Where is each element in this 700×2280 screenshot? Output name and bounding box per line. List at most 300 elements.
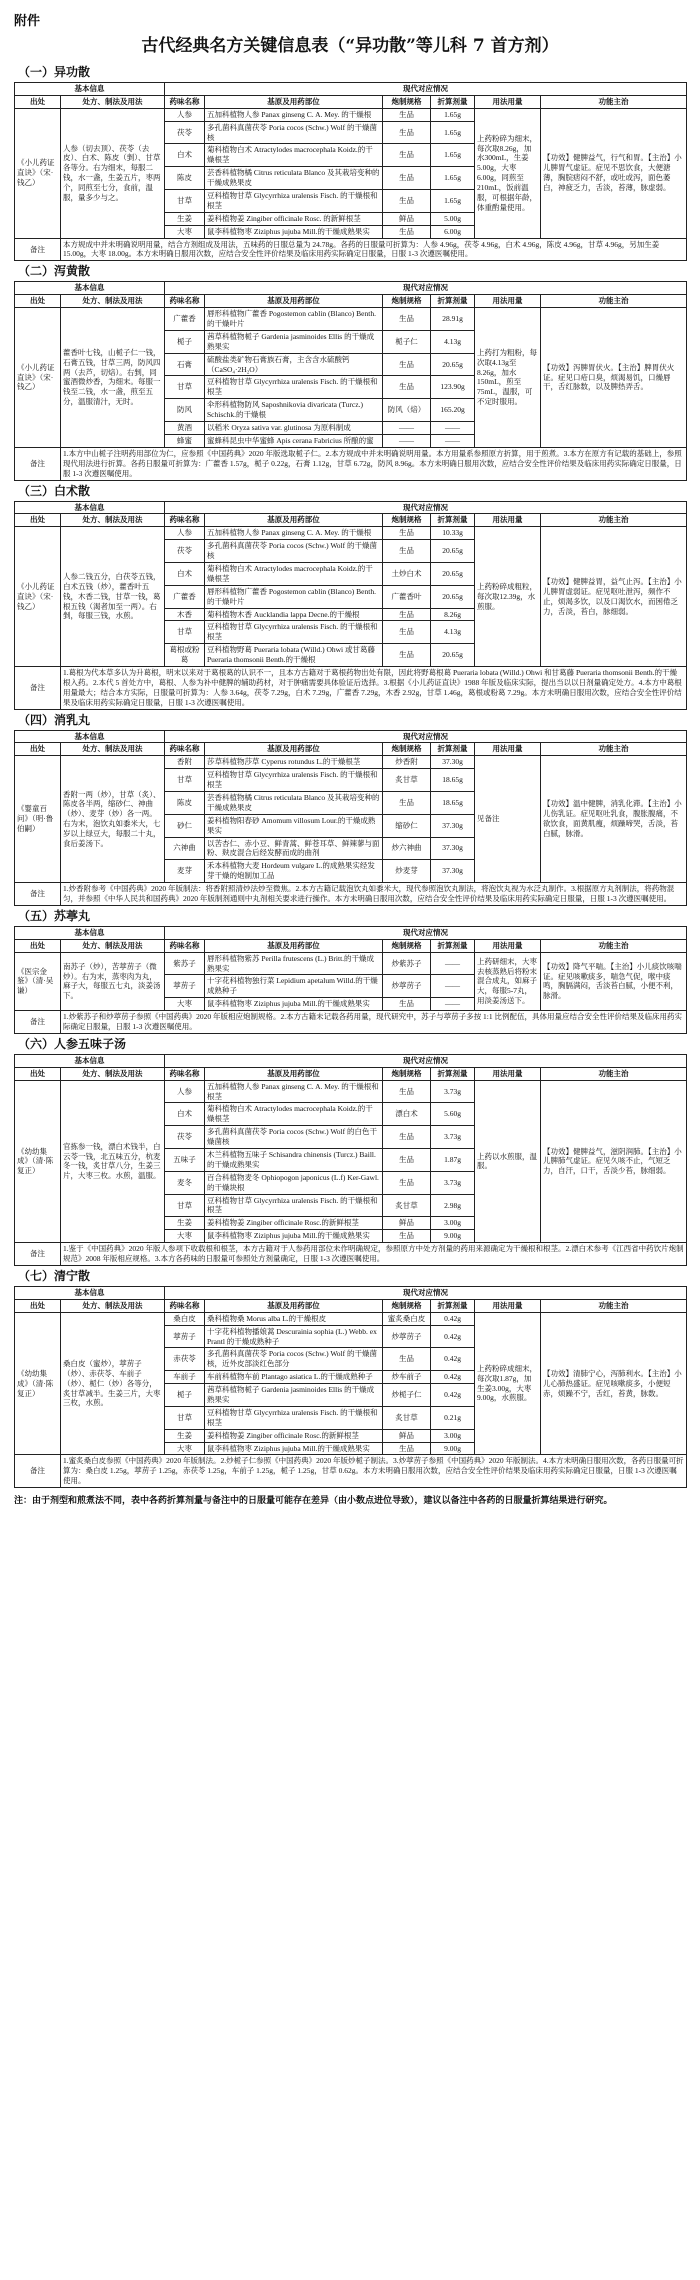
attachment-label: 附件 <box>14 13 41 28</box>
sections-container <box>14 64 686 1488</box>
header-usage: 用法用量 <box>475 514 541 527</box>
remark-row <box>15 883 687 906</box>
header-func: 功能主治 <box>541 95 687 108</box>
herb-origin-cell: 车前科植物车前 Plantago asiatica L.的干燥成熟种子 <box>205 1371 383 1384</box>
header-process: 炮制规格 <box>383 939 431 952</box>
herb-dose-cell: 2.98g <box>431 1194 475 1217</box>
header-func: 功能主治 <box>541 514 687 527</box>
herb-name-cell: 甘草 <box>165 1406 205 1429</box>
usage-cell: 上药以水煎服，温服。 <box>475 1080 541 1242</box>
remark-text: 本方规成中并未明确说明用量，结合方剂组成及用法，五味药的日服总量为 24.78g。各药的日服量可折算为：人参 4.96g，茯苓 4.96g，白术 4.96g，陈皮 4.96g，甘草 4.96g，另加生姜 15.00g，大枣 18.00g。本方未明确日服用次数，应结合安全性评价结果及临床用药实际确定日服量，日服 1-3 次遵医嘱使用。 <box>61 238 687 261</box>
function-cell: 【功效】降气平喘。【主治】小儿痰饮咳喘证。症见咳嗽痰多，喘急气促，喉中痰鸣，胸膈满闷，舌淡苔白腻，小便不利，脉滑。 <box>541 952 687 1010</box>
header-func: 功能主治 <box>541 1067 687 1080</box>
table-header-row <box>15 926 687 939</box>
table-row <box>15 108 687 121</box>
formula-table <box>14 1054 687 1266</box>
herb-name-cell: 葛根或粉葛 <box>165 644 205 667</box>
herb-dose-cell: 37.30g <box>431 837 475 860</box>
herb-name-cell: 防风 <box>165 399 205 422</box>
herb-origin-cell: 芸香科植物橘 Citrus reticulata Blanco 及其栽培变种的干燥成熟果皮 <box>205 167 383 190</box>
section-title: （四）消乳丸 <box>18 712 91 727</box>
herb-origin-cell: 豆科植物甘草 Glycyrrhiza uralensis Fisch. 的干燥根和根茎 <box>205 621 383 644</box>
herb-name-cell: 茯苓 <box>165 121 205 144</box>
herb-dose-cell: 9.00g <box>431 1230 475 1243</box>
header-source: 出处 <box>15 743 61 756</box>
herb-dose-cell: 1.87g <box>431 1149 475 1172</box>
header-herb: 药味名称 <box>165 1067 205 1080</box>
herb-origin-cell: 鼠李科植物枣 Ziziphus jujuba Mill.的干燥成熟果实 <box>205 1442 383 1455</box>
herb-name-cell: 大枣 <box>165 1442 205 1455</box>
section-title: （一）异功散 <box>18 65 91 79</box>
header-origin: 基原及用药部位 <box>205 95 383 108</box>
formula-table <box>14 730 687 906</box>
herb-name-cell: 紫苏子 <box>165 952 205 975</box>
header-dose: 折算剂量 <box>431 95 475 108</box>
table-header-row <box>15 83 687 96</box>
document-page <box>14 0 686 1507</box>
header-dose: 折算剂量 <box>431 1067 475 1080</box>
remark-row <box>15 238 687 261</box>
herb-dose-cell: 0.42g <box>431 1325 475 1348</box>
formula-table <box>14 82 687 261</box>
herb-origin-cell: 五加科植物人参 Panax ginseng C. A. Mey. 的干燥根和根茎 <box>205 1080 383 1103</box>
header-origin: 基原及用药部位 <box>205 514 383 527</box>
herb-process-cell: 生品 <box>383 225 431 238</box>
section-title: （二）泻黄散 <box>18 264 91 279</box>
herb-name-cell: 砂仁 <box>165 814 205 837</box>
herb-process-cell: 生品 <box>383 1442 431 1455</box>
header-proc: 处方、制法及用法 <box>61 95 165 108</box>
herb-origin-cell: 以稻米 Oryza sativa var. glutinosa 为原料制成 <box>205 422 383 435</box>
herb-dose-cell: 18.65g <box>431 769 475 792</box>
header-usage: 用法用量 <box>475 1067 541 1080</box>
remark-row <box>15 666 687 709</box>
header-dose: 折算剂量 <box>431 743 475 756</box>
herb-origin-cell: 莎草科植物莎草 Cyperus rotundus L.的干燥根茎 <box>205 756 383 769</box>
herb-dose-cell: 3.00g <box>431 1217 475 1230</box>
herb-dose-cell: 4.13g <box>431 330 475 353</box>
remark-text: 1.炒香附参考《中国药典》2020 年版制法：将香附照清炒法炒至微焦。2.本方古籍记载泡饮丸如黍米大，现代参照泡饮丸制法，将泡饮丸视为水泛丸制作。3.根据原方丸剂制法，将药物混匀，并参照《中华人民共和国药典》2020 年版制剂通则中丸剂相关要求进行操作。本方未明确日服用次数，应结合安全性评价结果及临床用药实际确定日服量，日服 1-3 次遵医嘱使用。 <box>61 883 687 906</box>
herb-dose-cell: 165.20g <box>431 399 475 422</box>
herb-dose-cell: —— <box>431 998 475 1011</box>
herb-process-cell: 广藿香叶 <box>383 585 431 608</box>
herb-origin-cell: 十字花科植物播娘蒿 Descurainia sophia (L.) Webb. ex Prantl 的干燥成熟种子 <box>205 1325 383 1348</box>
usage-cell: 上药粉碎为细末，每次取8.26g，加水300mL，生姜5.00g，大枣6.00g，同煎至210mL，饭前温服，可根据年龄，体重酌量使用。 <box>475 108 541 238</box>
herb-name-cell: 生姜 <box>165 1217 205 1230</box>
header-process: 炮制规格 <box>383 1067 431 1080</box>
herb-name-cell: 葶苈子 <box>165 975 205 998</box>
herb-origin-cell: 五加科植物人参 Panax ginseng C. A. Mey. 的干燥根 <box>205 108 383 121</box>
remark-row <box>15 447 687 480</box>
section-title: （三）白术散 <box>18 483 91 498</box>
herb-dose-cell: 1.65g <box>431 190 475 213</box>
herb-process-cell: 生品 <box>383 1080 431 1103</box>
header-source: 出处 <box>15 295 61 308</box>
function-cell: 【功效】泻脾胃伏火。【主治】脾胃伏火证。症见口疮口臭，烦渴易饥，口燥唇干，舌红脉数，以及脾热弄舌。 <box>541 308 687 448</box>
table-header-row <box>15 1054 687 1067</box>
herb-origin-cell: 豆科植物甘草 Glycyrrhiza uralensis Fisch. 的干燥根和根茎 <box>205 1194 383 1217</box>
herb-origin-cell: 豆科植物甘草 Glycyrrhiza uralensis Fisch. 的干燥根和根茎 <box>205 1406 383 1429</box>
herb-origin-cell: 茜草科植物栀子 Gardenia jasminoides Ellis 的干燥成熟果实 <box>205 1384 383 1407</box>
header-process: 炮制规格 <box>383 743 431 756</box>
source-cell: 《医宗金鉴》（清·吴谦） <box>15 952 61 1010</box>
herb-process-cell: 生品 <box>383 308 431 331</box>
herb-dose-cell: 0.42g <box>431 1312 475 1325</box>
herb-origin-cell: 木兰科植物五味子 Schisandra chinensis (Turcz.) Baill.的干燥成熟果实 <box>205 1149 383 1172</box>
header-func: 功能主治 <box>541 939 687 952</box>
herb-process-cell: —— <box>383 422 431 435</box>
header-modern: 现代对应情况 <box>165 282 687 295</box>
header-source: 出处 <box>15 95 61 108</box>
header-basic-info: 基本信息 <box>15 1286 165 1299</box>
herb-process-cell: 炒紫苏子 <box>383 952 431 975</box>
prescription-cell: 香附一两（炒），甘草（炙）、陈皮各半两，缩砂仁、神曲（炒）、麦芽（炒）各一两。右为末，泡饮丸如黍米大，七岁以上绿豆大，每服二十丸，食后姜汤下。 <box>61 756 165 883</box>
herb-origin-cell: 茜草科植物栀子 Gardenia jasminoides Ellis 的干燥成熟果实 <box>205 330 383 353</box>
herb-origin-cell: 以苦杏仁、赤小豆、鲜青蒿、鲜苍耳草、鲜辣蓼与面粉、麸皮混合后经发酵而成的曲剂 <box>205 837 383 860</box>
herb-process-cell: 炒车前子 <box>383 1371 431 1384</box>
header-basic-info: 基本信息 <box>15 1054 165 1067</box>
table-header-row <box>15 1286 687 1299</box>
header-basic-info: 基本信息 <box>15 83 165 96</box>
herb-process-cell: 生品 <box>383 1348 431 1371</box>
header-origin: 基原及用药部位 <box>205 743 383 756</box>
herb-process-cell: 生品 <box>383 353 431 376</box>
herb-name-cell: 白术 <box>165 144 205 167</box>
herb-dose-cell: 0.42g <box>431 1371 475 1384</box>
herb-process-cell: 土炒白术 <box>383 562 431 585</box>
header-source: 出处 <box>15 939 61 952</box>
herb-name-cell: 白术 <box>165 562 205 585</box>
source-cell: 《小儿药证直诀》（宋·钱乙） <box>15 308 61 448</box>
herb-origin-cell: 十字花科植物独行菜 Lepidium apetalum Willd.的干燥成熟种子 <box>205 975 383 998</box>
table-header-row <box>15 95 687 108</box>
herb-process-cell: 炙甘草 <box>383 1194 431 1217</box>
herb-name-cell: 生姜 <box>165 212 205 225</box>
remark-row <box>15 1011 687 1034</box>
herb-origin-cell: 百合科植物麦冬 Ophiopogon japonicus (L.f) Ker-Gawl.的干燥块根 <box>205 1171 383 1194</box>
herb-origin-cell: 姜科植物阳春砂 Amomum villosum Lour.的干燥成熟果实 <box>205 814 383 837</box>
herb-dose-cell: 37.30g <box>431 814 475 837</box>
table-header-row <box>15 743 687 756</box>
herb-origin-cell: 豆科植物甘草 Glycyrrhiza uralensis Fisch. 的干燥根和根茎 <box>205 190 383 213</box>
footnote: 注：由于剂型和煎煮法不同，表中各药折算剂量与备注中的日服量可能存在差异（由小数点进位导致），建议以备注中各药的日服量折算结果进行研究。 <box>14 1495 613 1506</box>
header-usage: 用法用量 <box>475 1299 541 1312</box>
herb-process-cell: 炒香附 <box>383 756 431 769</box>
herb-dose-cell: 3.73g <box>431 1126 475 1149</box>
herb-dose-cell: 4.13g <box>431 621 475 644</box>
remark-row <box>15 1455 687 1488</box>
section-title: （七）清宁散 <box>18 1268 91 1283</box>
usage-cell: 上药研细末，大枣去核蒸熟后将粉末混合成丸，如麻子大，每服5-7丸，用淡姜汤送下。 <box>475 952 541 1010</box>
header-herb: 药味名称 <box>165 939 205 952</box>
herb-name-cell: 生姜 <box>165 1429 205 1442</box>
herb-name-cell: 人参 <box>165 527 205 540</box>
herb-origin-cell: 鼠李科植物枣 Ziziphus jujuba Mill.的干燥成熟果实 <box>205 1230 383 1243</box>
table-header-row <box>15 282 687 295</box>
formula-table <box>14 926 687 1034</box>
herb-origin-cell: 桑科植物桑 Morus alba L.的干燥根皮 <box>205 1312 383 1325</box>
remark-text: 1.鉴于《中国药典》2020 年版人参项下收载根和根茎，本方古籍对于人参药用部位未作明确规定，参照原方中处方剂量的药用来源确定为干燥根和根茎。2.漂白术参考《江西省中药饮片炮制规范》2008 年版相应规格。3.本方各药味的日服量可参照处方剂量确定，日服 1-3 次遵医嘱使用。 <box>61 1243 687 1266</box>
herb-name-cell: 甘草 <box>165 621 205 644</box>
header-origin: 基原及用药部位 <box>205 295 383 308</box>
header-func: 功能主治 <box>541 743 687 756</box>
herb-origin-cell: 多孔菌科真菌茯苓 Poria cocos (Schw.) Wolf 的白色干燥菌核 <box>205 1126 383 1149</box>
herb-origin-cell: 姜科植物姜 Zingiber officinale Rosc.的新鲜根茎 <box>205 1429 383 1442</box>
section-title: （五）苏葶丸 <box>18 908 91 923</box>
table-header-row <box>15 501 687 514</box>
herb-dose-cell: —— <box>431 975 475 998</box>
herb-origin-cell: 菊科植物白术 Atractylodes macrocephala Koidz.的干燥根茎 <box>205 1103 383 1126</box>
herb-name-cell: 广藿香 <box>165 308 205 331</box>
header-usage: 用法用量 <box>475 295 541 308</box>
header-usage: 用法用量 <box>475 743 541 756</box>
herb-dose-cell: 5.00g <box>431 212 475 225</box>
herb-origin-cell: 鼠李科植物枣 Ziziphus jujuba Mill.的干燥成熟果实 <box>205 998 383 1011</box>
header-func: 功能主治 <box>541 1299 687 1312</box>
herb-origin-cell: 禾本科植物大麦 Hordeum vulgare L.的成熟果实经发芽干燥的炮制加工品 <box>205 860 383 883</box>
herb-name-cell: 人参 <box>165 1080 205 1103</box>
herb-process-cell: 炙甘草 <box>383 1406 431 1429</box>
prescription-cell: 南苏子（炒），苦葶苈子（微炒）。右为末，蒸枣肉为丸，麻子大，每服五七丸，淡姜汤下。 <box>61 952 165 1010</box>
remark-label: 备注 <box>15 1455 61 1488</box>
table-header-row <box>15 295 687 308</box>
herb-name-cell: 木香 <box>165 608 205 621</box>
herb-origin-cell: 唇形科植物广藿香 Pogostemon cablin (Blanco) Benth. 的干燥叶片 <box>205 308 383 331</box>
herb-process-cell: 生品 <box>383 376 431 399</box>
herb-origin-cell: 菊科植物白术 Atractylodes macrocephala Koidz.的干燥根茎 <box>205 562 383 585</box>
herb-process-cell: 生品 <box>383 1171 431 1194</box>
herb-process-cell: 鲜品 <box>383 1217 431 1230</box>
herb-origin-cell: 蜜蜂科昆虫中华蜜蜂 Apis cerana Fabricius 所酿的蜜 <box>205 434 383 447</box>
header-dose: 折算剂量 <box>431 939 475 952</box>
header-basic-info: 基本信息 <box>15 926 165 939</box>
header-basic-info: 基本信息 <box>15 282 165 295</box>
prescription-cell: 官拣参一钱，漂白术钱半，白云苓一钱，北五味五分，杭麦冬一钱，炙甘草八分，生姜三片，大枣三枚。水煎，温服。 <box>61 1080 165 1242</box>
function-cell: 【功效】健脾益胃，益气止泻。【主治】小儿脾胃虚弱证。症见呕吐泄泻，频作不止，烦渴多饮，以及口渴饮水，而困倦乏力，舌淡，苔白，脉细弱。 <box>541 527 687 667</box>
herb-dose-cell: 0.21g <box>431 1406 475 1429</box>
herb-origin-cell: 菊科植物白术 Atractylodes macrocephala Koidz.的干燥根茎 <box>205 144 383 167</box>
prescription-cell: 人参二钱五分，白茯苓五钱，白术五钱（炒），藿香叶五钱，木香二钱，甘草一钱，葛根五钱（渴者加至一两）。右剉，每服三钱，水煎。 <box>61 527 165 667</box>
herb-name-cell: 茯苓 <box>165 540 205 563</box>
remark-text: 1.炒紫苏子和炒葶苈子参照《中国药典》2020 年版相应炮制规格。2.本方古籍未记载各药用量，现代研究中，苏子与葶苈子多按 1:1 比例配伍，具体用量应结合安全性评价结果及临床用药实际确定日服量，日服 1-3 次遵医嘱使用。 <box>61 1011 687 1034</box>
herb-dose-cell: 37.30g <box>431 860 475 883</box>
herb-process-cell: 鲜品 <box>383 212 431 225</box>
header-herb: 药味名称 <box>165 514 205 527</box>
herb-name-cell: 车前子 <box>165 1371 205 1384</box>
herb-name-cell: 陈皮 <box>165 167 205 190</box>
remark-label: 备注 <box>15 1243 61 1266</box>
herb-process-cell: 生品 <box>383 190 431 213</box>
document-title: 古代经典名方关键信息表（“异功散”等儿科 7 首方剂） <box>141 36 559 56</box>
herb-process-cell: 生品 <box>383 108 431 121</box>
herb-dose-cell: 0.42g <box>431 1384 475 1407</box>
header-modern: 现代对应情况 <box>165 926 687 939</box>
herb-dose-cell: 3.73g <box>431 1171 475 1194</box>
herb-dose-cell: 37.30g <box>431 756 475 769</box>
header-process: 炮制规格 <box>383 95 431 108</box>
herb-dose-cell: 1.65g <box>431 108 475 121</box>
herb-process-cell: 炒葶苈子 <box>383 975 431 998</box>
herb-process-cell: 栀子仁 <box>383 330 431 353</box>
header-herb: 药味名称 <box>165 743 205 756</box>
table-row <box>15 756 687 769</box>
herb-process-cell: 生品 <box>383 791 431 814</box>
header-proc: 处方、制法及用法 <box>61 1299 165 1312</box>
header-modern: 现代对应情况 <box>165 1286 687 1299</box>
herb-origin-cell: 多孔菌科真菌茯苓 Poria cocos (Schw.) Wolf 的干燥菌核，近外皮部淡红色部分 <box>205 1348 383 1371</box>
herb-origin-cell: 姜科植物姜 Zingiber officinale Rosc. 的新鲜根茎 <box>205 212 383 225</box>
header-process: 炮制规格 <box>383 1299 431 1312</box>
herb-name-cell: 人参 <box>165 108 205 121</box>
herb-origin-cell: 唇形科植物广藿香 Pogostemon cablin (Blanco) Benth.的干燥叶片 <box>205 585 383 608</box>
header-source: 出处 <box>15 514 61 527</box>
herb-process-cell: 炒六神曲 <box>383 837 431 860</box>
herb-origin-cell: 豆科植物甘草 Glycyrrhiza uralensis Fisch. 的干燥根和根茎 <box>205 769 383 792</box>
herb-dose-cell: —— <box>431 952 475 975</box>
herb-dose-cell: 20.65g <box>431 644 475 667</box>
table-header-row <box>15 939 687 952</box>
source-cell: 《婴童百问》（明·鲁伯嗣） <box>15 756 61 883</box>
herb-origin-cell: 豆科植物甘草 Glycyrrhiza uralensis Fisch. 的干燥根和根茎 <box>205 376 383 399</box>
herb-name-cell: 甘草 <box>165 376 205 399</box>
herb-dose-cell: 3.00g <box>431 1429 475 1442</box>
herb-dose-cell: 20.65g <box>431 540 475 563</box>
remark-label: 备注 <box>15 447 61 480</box>
header-origin: 基原及用药部位 <box>205 1299 383 1312</box>
herb-name-cell: 麦芽 <box>165 860 205 883</box>
herb-origin-cell: 五加科植物人参 Panax ginseng C. A. Mey. 的干燥根 <box>205 527 383 540</box>
header-process: 炮制规格 <box>383 295 431 308</box>
herb-dose-cell: 5.60g <box>431 1103 475 1126</box>
header-proc: 处方、制法及用法 <box>61 295 165 308</box>
herb-dose-cell: —— <box>431 422 475 435</box>
herb-process-cell: 漂白术 <box>383 1103 431 1126</box>
source-cell: 《幼幼集成》（清·陈复正） <box>15 1312 61 1455</box>
remark-text: 1.葛根为代本草多认为升葛根，明末以来对于葛根葛的认识不一，且本方古籍对于葛根药物出处有限，因此将野葛根葛 Pueraria lobata (Willd.) Ohwi 和甘葛藤 Pueraria thomsonii Benth.的干燥根入药。2.本代 5 首处方中，葛根、人参为补中健脾的辅助药材，对于肿痛需要具体验证后选择。3.根据《小儿药证直诀》1988 年版及临床实际，提出当以以日剂量确定处方。4.本方中葛根用量最大；结合本方实际，日服量可折算为：人参 3.64g，茯苓 7.29g，白术 7.29g，广藿香 7.29g，木香 2.92g，甘草 1.46g，葛根或粉葛 7.29g。本方未明确日服用次数，应结合安全性评价结果及临床用药实际确定日服量，日服 1-3 次遵医嘱使用。 <box>61 666 687 709</box>
function-cell: 【功效】健脾益气，行气和胃。【主治】小儿脾胃气虚证。症见不思饮食，大便溏薄，胸脘痞闷不舒，或吐或泻，面色萎白，神疲乏力，舌淡，苔薄，脉虚弱。 <box>541 108 687 238</box>
header-proc: 处方、制法及用法 <box>61 514 165 527</box>
herb-dose-cell: 18.65g <box>431 791 475 814</box>
source-cell: 《幼幼集成》（清·陈复正） <box>15 1080 61 1242</box>
header-herb: 药味名称 <box>165 295 205 308</box>
herb-name-cell: 六神曲 <box>165 837 205 860</box>
herb-process-cell: 蜜炙桑白皮 <box>383 1312 431 1325</box>
herb-origin-cell: 鼠李科植物枣 Ziziphus jujuba Mill.的干燥成熟果实 <box>205 225 383 238</box>
function-cell: 【功效】清肺宁心，泻肺利水。【主治】小儿心肺热盛证。症见咳嗽痰多，小便短赤，烦躁不宁，舌红，苔黄，脉数。 <box>541 1312 687 1455</box>
remark-label: 备注 <box>15 238 61 261</box>
herb-origin-cell: 姜科植物姜 Zingiber officinale Rosc.的新鲜根茎 <box>205 1217 383 1230</box>
table-header-row <box>15 1067 687 1080</box>
herb-name-cell: 蜂蜜 <box>165 434 205 447</box>
herb-name-cell: 大枣 <box>165 998 205 1011</box>
herb-name-cell: 葶苈子 <box>165 1325 205 1348</box>
herb-name-cell: 茯苓 <box>165 1126 205 1149</box>
herb-origin-cell: 豆科植物野葛 Pueraria lobata (Willd.) Ohwi 或甘葛藤 Pueraria thomsonii Benth.的干燥根 <box>205 644 383 667</box>
herb-process-cell: —— <box>383 434 431 447</box>
usage-cell: 上药粉碎成粗粒，每次取12.39g，水煎服。 <box>475 527 541 667</box>
herb-origin-cell: 唇形科植物紫苏 Perilla frutescens (L.) Britt.的干燥成熟果实 <box>205 952 383 975</box>
remark-label: 备注 <box>15 666 61 709</box>
usage-cell: 见备注 <box>475 756 541 883</box>
herb-process-cell: 炙甘草 <box>383 769 431 792</box>
herb-process-cell: 生品 <box>383 540 431 563</box>
herb-dose-cell: 3.73g <box>431 1080 475 1103</box>
herb-name-cell: 大枣 <box>165 225 205 238</box>
herb-process-cell: 防风（焙） <box>383 399 431 422</box>
header-origin: 基原及用药部位 <box>205 1067 383 1080</box>
table-row <box>15 527 687 540</box>
remark-row <box>15 1243 687 1266</box>
remark-label: 备注 <box>15 1011 61 1034</box>
usage-cell: 上药粉碎成细末，每次取1.87g，加生姜3.00g，大枣9.00g，水煎服。 <box>475 1312 541 1455</box>
header-modern: 现代对应情况 <box>165 1054 687 1067</box>
header-dose: 折算剂量 <box>431 295 475 308</box>
herb-process-cell: 生品 <box>383 1149 431 1172</box>
table-row <box>15 1312 687 1325</box>
header-basic-info: 基本信息 <box>15 501 165 514</box>
herb-dose-cell: 28.91g <box>431 308 475 331</box>
herb-process-cell: 生品 <box>383 121 431 144</box>
remark-label: 备注 <box>15 883 61 906</box>
table-row <box>15 952 687 975</box>
herb-name-cell: 甘草 <box>165 769 205 792</box>
herb-process-cell: 鲜品 <box>383 1429 431 1442</box>
herb-dose-cell: 10.33g <box>431 527 475 540</box>
herb-dose-cell: 6.00g <box>431 225 475 238</box>
header-origin: 基原及用药部位 <box>205 939 383 952</box>
herb-process-cell: 炒麦芽 <box>383 860 431 883</box>
function-cell: 【功效】健脾益气，滋阴润肺。【主治】小儿脾肺气虚证。症见久咳不止，气短乏力，自汗，口干，舌淡少苔，脉细弱。 <box>541 1080 687 1242</box>
herb-dose-cell: 1.65g <box>431 144 475 167</box>
header-modern: 现代对应情况 <box>165 730 687 743</box>
herb-name-cell: 广藿香 <box>165 585 205 608</box>
herb-origin-cell: 硫酸盐类矿物石膏族石膏，主含含水硫酸钙（CaSO₄·2H₂O） <box>205 353 383 376</box>
herb-process-cell: 生品 <box>383 144 431 167</box>
herb-process-cell: 生品 <box>383 644 431 667</box>
herb-dose-cell: —— <box>431 434 475 447</box>
herb-name-cell: 甘草 <box>165 1194 205 1217</box>
herb-process-cell: 生品 <box>383 621 431 644</box>
source-cell: 《小儿药证直诀》（宋·钱乙） <box>15 108 61 238</box>
herb-dose-cell: 9.00g <box>431 1442 475 1455</box>
header-source: 出处 <box>15 1067 61 1080</box>
herb-name-cell: 栀子 <box>165 1384 205 1407</box>
formula-table <box>14 1286 687 1488</box>
herb-process-cell: 生品 <box>383 527 431 540</box>
herb-dose-cell: 20.65g <box>431 562 475 585</box>
header-proc: 处方、制法及用法 <box>61 1067 165 1080</box>
header-herb: 药味名称 <box>165 1299 205 1312</box>
herb-process-cell: 生品 <box>383 167 431 190</box>
header-process: 炮制规格 <box>383 514 431 527</box>
header-source: 出处 <box>15 1299 61 1312</box>
herb-name-cell: 赤茯苓 <box>165 1348 205 1371</box>
herb-name-cell: 五味子 <box>165 1149 205 1172</box>
formula-table <box>14 281 687 480</box>
prescription-cell: 藿香叶七钱，山栀子仁一钱，石膏五钱，甘草三两，防风四两（去芦，切焙）。右剉，同蜜酒微炒香，为细末。每服一钱至二钱，水一盏，煎至五分，温服清汁，无时。 <box>61 308 165 448</box>
herb-process-cell: 生品 <box>383 608 431 621</box>
herb-dose-cell: 1.65g <box>431 167 475 190</box>
prescription-cell: 桑白皮（蜜炒），葶苈子（炒）、赤茯苓、车前子（炒）、栀仁（炒）各等分，炙甘草减半。生姜三片，大枣三枚，水煎。 <box>61 1312 165 1455</box>
herb-process-cell: 生品 <box>383 1126 431 1149</box>
herb-origin-cell: 多孔菌科真菌茯苓 Poria cocos (Schw.) Wolf 的干燥菌核 <box>205 121 383 144</box>
table-header-row <box>15 730 687 743</box>
herb-name-cell: 陈皮 <box>165 791 205 814</box>
herb-dose-cell: 1.65g <box>431 121 475 144</box>
herb-dose-cell: 20.65g <box>431 353 475 376</box>
remark-text: 1.蜜炙桑白皮参照《中国药典》2020 年版制法。2.炒栀子仁参照《中国药典》2020 年版炒栀子制法。3.炒葶苈子参照《中国药典》2020 年版制法。4.本方未明确日服用次数，各药日服量可折算为：桑白皮 1.25g，葶苈子 1.25g，赤茯苓 1.25g，车前子 1.25g，栀子 1.25g，甘草 0.62g。本方未明确日服用次数，应结合安全性评价结果及临床用药实际确定日服量，日服 1-3 次遵医嘱使用。 <box>61 1455 687 1488</box>
usage-cell: 上药打为粗粉，每次取4.13g至8.26g，加水150mL，煎至75mL，温服，可不定时服用。 <box>475 308 541 448</box>
